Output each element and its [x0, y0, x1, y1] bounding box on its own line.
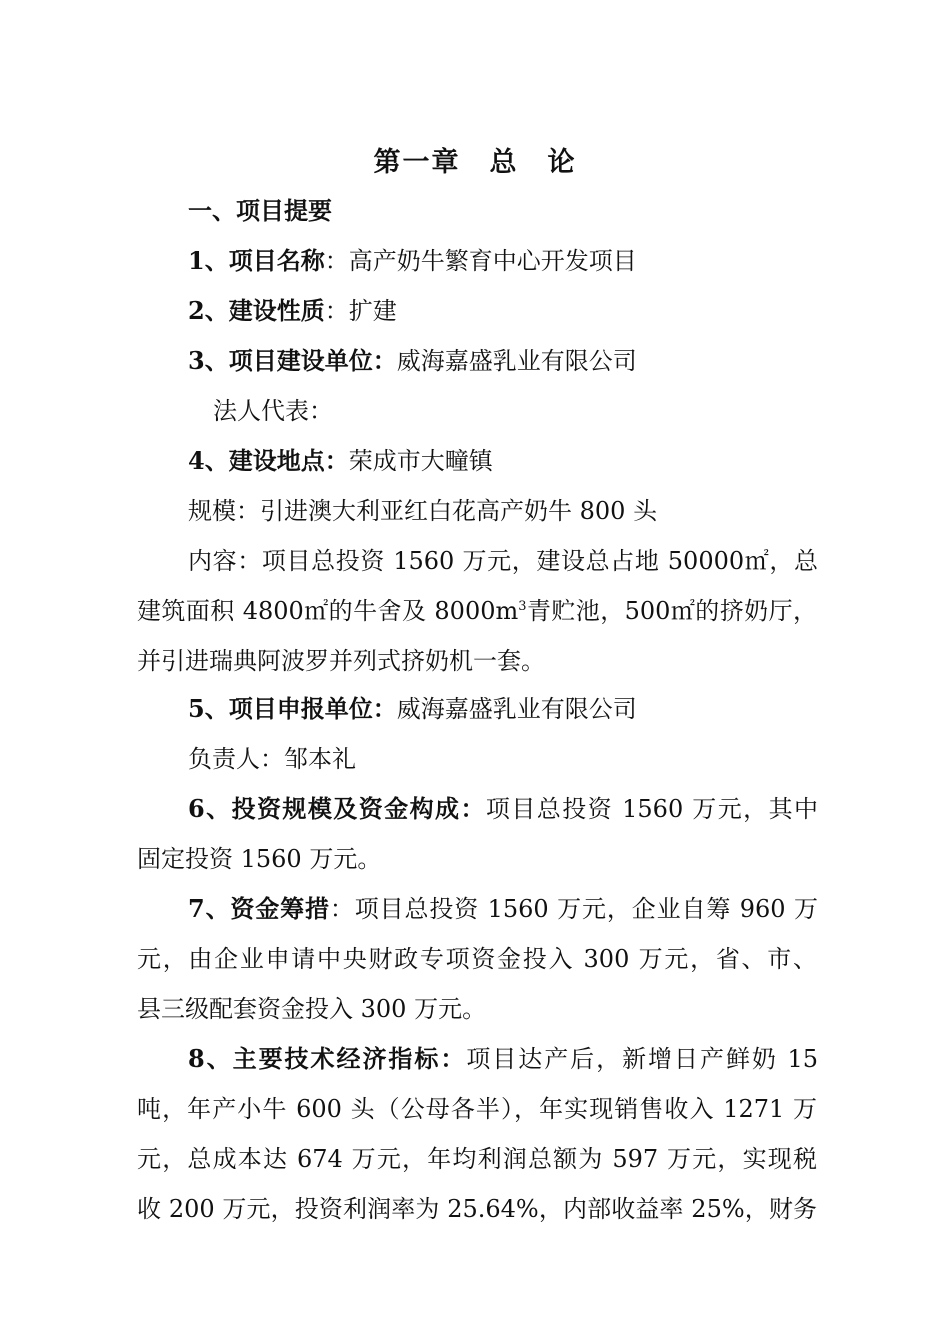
section-heading-text: 一、项目提要 — [188, 196, 332, 225]
item2-label: 2、建设性质 — [188, 296, 325, 325]
item2-sep: ： — [324, 297, 349, 325]
item6-label: 6、投资规模及资金构成： — [188, 794, 486, 823]
item-key-indicators — [188, 1041, 818, 1077]
content-line-2 — [137, 593, 817, 629]
item-construction-site — [188, 443, 818, 479]
item-fund-raising — [188, 891, 818, 927]
item4-value: 荣成市大疃镇 — [348, 447, 493, 475]
item1-sep: ： — [324, 247, 349, 275]
item8-value: 项目达产后，新增日产鲜奶 15 — [466, 1045, 819, 1073]
item1-label: 1、项目名称 — [188, 246, 325, 275]
item5-value: 威海嘉盛乳业有限公司 — [396, 695, 637, 723]
item7-line-3: 县三级配套资金投入 300 万元。 — [137, 995, 487, 1023]
item8-line-4: 收 200 万元，投资利润率为 25.64%，内部收益率 25%，财务 — [137, 1195, 817, 1223]
content-line-2-b: 青贮池，500㎡的挤奶厅， — [526, 597, 817, 625]
item-construction-nature — [188, 293, 818, 329]
content-line-3: 并引进瑞典阿波罗并列式挤奶机一套。 — [137, 647, 545, 675]
item1-value: 高产奶牛繁育中心开发项目 — [348, 247, 637, 275]
item8-line-2: 吨，年产小牛 600 头（公母各半），年实现销售收入 1271 万 — [137, 1095, 817, 1123]
section-heading — [188, 193, 818, 229]
cubic-superscript: 3 — [518, 599, 527, 614]
item7-label: 7、资金筹措 — [188, 894, 330, 923]
responsible-person: 负责人：邹本礼 — [188, 745, 356, 773]
item7-line-2: 元，由企业申请中央财政专项资金投入 300 万元，省、市、 — [137, 945, 817, 973]
item8-line-3: 元，总成本达 674 万元，年均利润总额为 597 万元，实现税 — [137, 1145, 817, 1173]
item3-value: 威海嘉盛乳业有限公司 — [396, 347, 637, 375]
item5-label: 5、项目申报单位： — [188, 694, 397, 723]
item6-value: 项目总投资 1560 万元，其中 — [485, 795, 819, 823]
item8-label: 8、主要技术经济指标： — [188, 1044, 467, 1073]
item7-value: ：项目总投资 1560 万元，企业自筹 960 万 — [329, 895, 818, 923]
scale-line: 规模：引进澳大利亚红白花高产奶牛 800 头 — [188, 497, 658, 525]
item4-label: 4、建设地点： — [188, 446, 349, 475]
content-line-2-a: 建筑面积 4800㎡的牛舍及 8000m — [137, 597, 519, 625]
item2-value: 扩建 — [348, 297, 397, 325]
item6-line-2: 固定投资 1560 万元。 — [137, 845, 382, 873]
chapter-title: 第一章 总 论 — [373, 147, 577, 178]
item-project-name — [188, 243, 818, 279]
item-construction-unit — [188, 343, 818, 379]
item-applicant-unit — [188, 691, 818, 727]
content-line-1: 内容：项目总投资 1560 万元，建设总占地 50000㎡，总 — [188, 547, 818, 575]
legal-representative: 法人代表： — [213, 397, 333, 425]
item3-label: 3、项目建设单位： — [188, 346, 397, 375]
item-investment-scale — [188, 791, 818, 827]
